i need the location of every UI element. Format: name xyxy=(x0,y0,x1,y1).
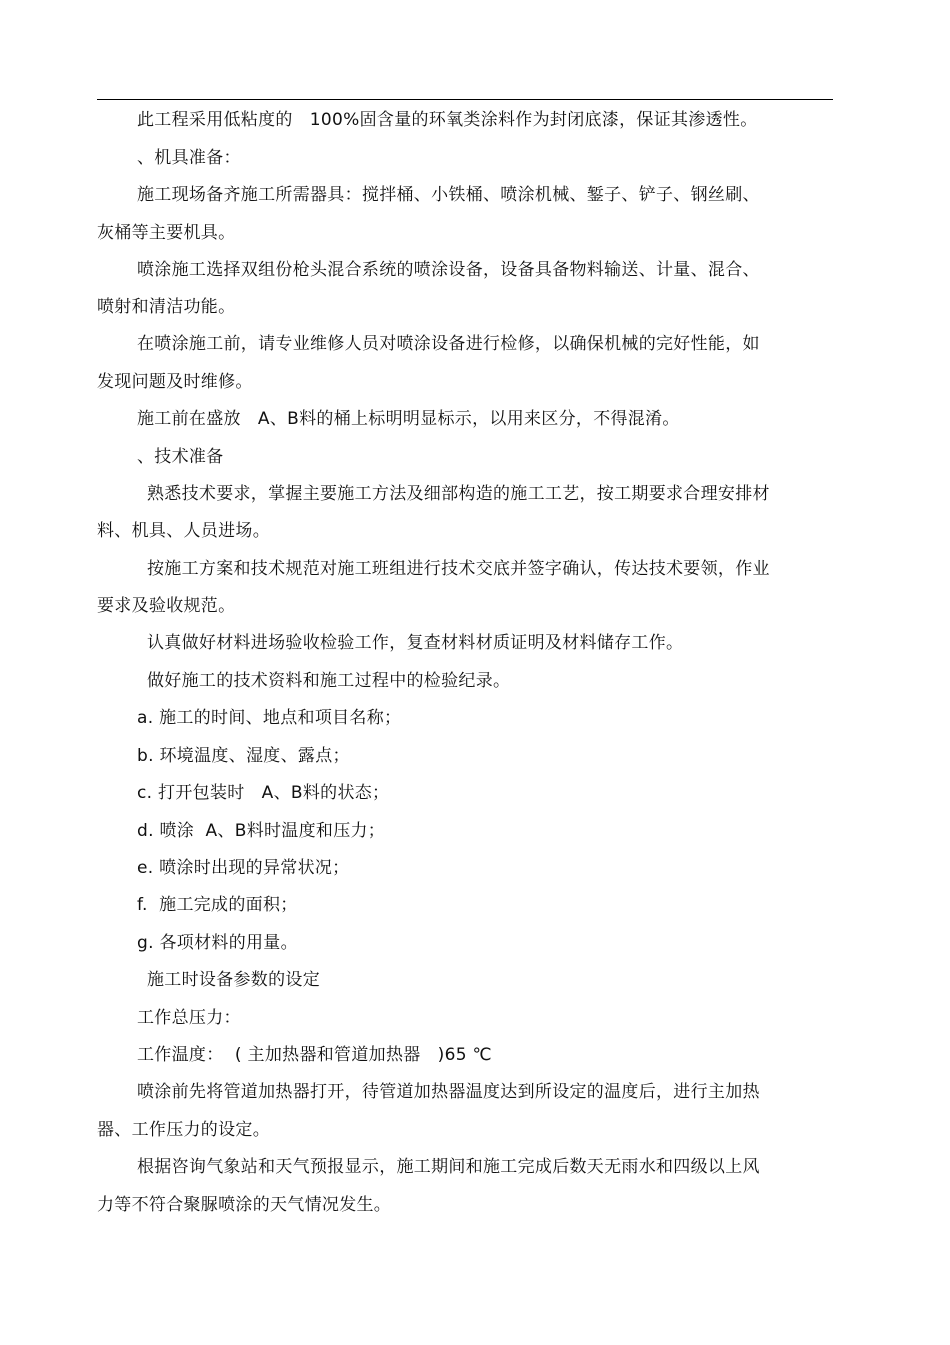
parameter-line: 工作总压力： xyxy=(137,1008,241,1028)
paragraph-line: 熟悉技术要求，掌握主要施工方法及细部构造的施工工艺，按工期要求合理安排材 xyxy=(147,484,770,504)
list-item: e. 喷涂时出现的异常状况； xyxy=(137,858,350,878)
paragraph-line: 做好施工的技术资料和施工过程中的检验纪录。 xyxy=(147,671,511,691)
paragraph-line: 料、机具、人员进场。 xyxy=(97,521,270,541)
paragraph-line: 认真做好材料进场验收检验工作，复查材料材质证明及材料储存工作。 xyxy=(147,633,684,653)
parameter-line: 工作温度： ( 主加热器和管道加热器 )65 ℃ xyxy=(137,1045,492,1065)
paragraph-line: 此工程采用低粘度的 100%固含量的环氧类涂料作为封闭底漆，保证其渗透性。 xyxy=(137,110,758,130)
header-rule xyxy=(97,99,833,100)
section-heading-technical: 、技术准备 xyxy=(137,447,224,467)
list-item: a. 施工的时间、地点和项目名称； xyxy=(137,708,402,728)
section-heading-parameters: 施工时设备参数的设定 xyxy=(147,970,320,990)
paragraph-line: 施工前在盛放 A、B料的桶上标明明显标示，以用来区分，不得混淆。 xyxy=(137,409,680,429)
paragraph-line: 喷涂前先将管道加热器打开，待管道加热器温度达到所设定的温度后，进行主加热 xyxy=(137,1082,760,1102)
paragraph-line: 喷涂施工选择双组份枪头混合系统的喷涂设备，设备具备物料输送、计量、混合、 xyxy=(137,260,760,280)
list-item: c. 打开包装时 A、B料的状态； xyxy=(137,783,390,803)
list-item: b. 环境温度、湿度、露点； xyxy=(137,746,350,766)
list-item: d. 喷涂 A、B料时温度和压力； xyxy=(137,821,386,841)
paragraph-line: 喷射和清洁功能。 xyxy=(97,297,236,317)
list-item: g. 各项材料的用量。 xyxy=(137,933,298,953)
paragraph-line: 器、工作压力的设定。 xyxy=(97,1120,270,1140)
paragraph-line: 要求及验收规范。 xyxy=(97,596,236,616)
paragraph-line: 发现问题及时维修。 xyxy=(97,372,253,392)
paragraph-line: 按施工方案和技术规范对施工班组进行技术交底并签字确认，传达技术要领，作业 xyxy=(147,559,770,579)
section-heading-equipment: 、机具准备： xyxy=(137,148,241,168)
paragraph-line: 根据咨询气象站和天气预报显示，施工期间和施工完成后数天无雨水和四级以上风 xyxy=(137,1157,760,1177)
paragraph-line: 在喷涂施工前，请专业维修人员对喷涂设备进行检修，以确保机械的完好性能，如 xyxy=(137,334,760,354)
paragraph-line: 力等不符合聚脲喷涂的天气情况发生。 xyxy=(97,1195,392,1215)
paragraph-line: 灰桶等主要机具。 xyxy=(97,223,236,243)
list-item: f. 施工完成的面积； xyxy=(137,895,298,915)
paragraph-line: 施工现场备齐施工所需器具：搅拌桶、小铁桶、喷涂机械、錾子、铲子、钢丝刷、 xyxy=(137,185,760,205)
